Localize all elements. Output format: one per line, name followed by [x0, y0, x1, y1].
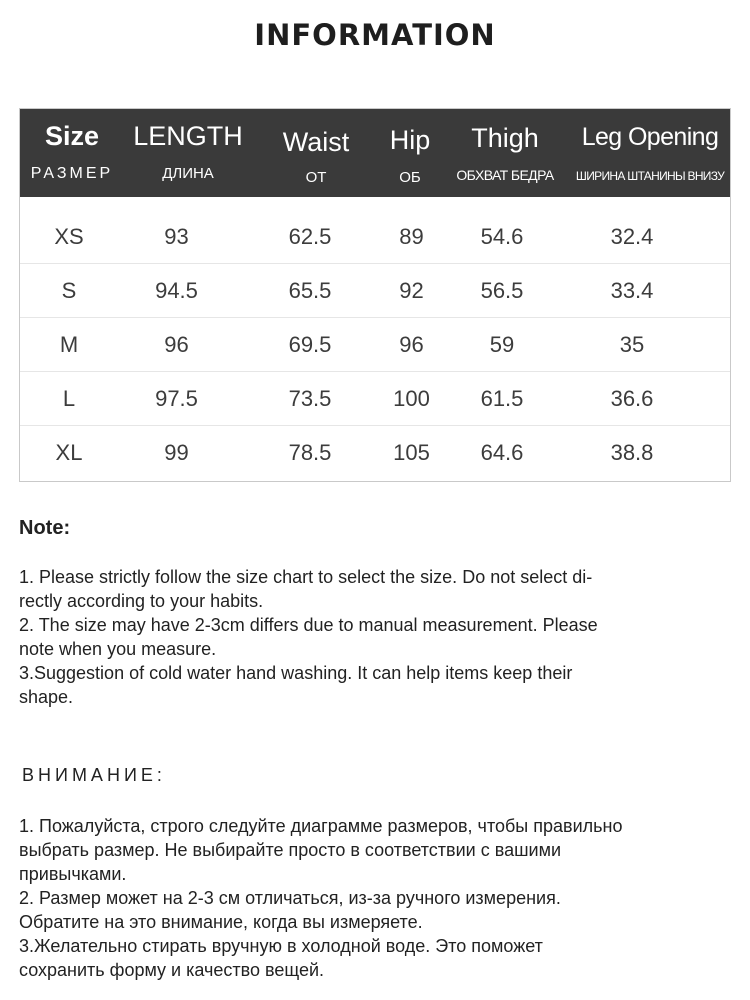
cell-waist: 62.5	[288, 224, 332, 249]
cell-length: 94.5	[155, 278, 198, 303]
header-length	[124, 109, 252, 197]
cell-leg-opening: 36.6	[610, 386, 654, 411]
cell-hip: 89	[399, 224, 424, 249]
table-row-xl	[20, 426, 730, 480]
cell-thigh: 59	[489, 332, 515, 357]
table-row-xs	[20, 210, 730, 264]
cell-leg-opening: 32.4	[610, 224, 654, 249]
header-waist-en: Waist	[282, 127, 350, 157]
note-line: rectly according to your habits.	[19, 591, 264, 611]
cell-length: 93	[164, 224, 189, 249]
header-thigh-ru: ОБХВАТ БЕДРА	[456, 167, 554, 183]
cell-hip: 105	[393, 440, 430, 465]
header-thigh-en: Thigh	[471, 123, 539, 153]
note-russian-body	[19, 814, 719, 982]
note-russian-heading: ВНИМАНИЕ:	[22, 765, 166, 785]
cell-waist: 73.5	[288, 386, 332, 411]
cell-hip: 96	[399, 332, 424, 357]
header-leg-opening-ru: ШИРИНА ШТАНИНЫ ВНИЗУ	[575, 169, 725, 183]
cell-length: 99	[164, 440, 189, 465]
header-size-ru: РАЗМЕР	[30, 165, 114, 182]
cell-waist: 78.5	[288, 440, 332, 465]
cell-hip: 92	[399, 278, 424, 303]
header-hip-en: Hip	[389, 125, 431, 155]
cell-waist: 69.5	[288, 332, 332, 357]
note-line: сохранить форму и качество вещей.	[19, 960, 325, 980]
header-size-en: Size	[44, 121, 100, 151]
cell-leg-opening: 33.4	[610, 278, 654, 303]
note-line: 3.Желательно стирать вручную в холодной воде. Это поможет	[19, 936, 543, 956]
header-leg-opening	[570, 109, 730, 197]
note-english-body	[19, 565, 719, 709]
note-line: 2. Размер может на 2-3 см отличаться, из-за ручного измерения.	[19, 888, 561, 908]
table-row-l	[20, 372, 730, 426]
note-line: 3.Suggestion of cold water hand washing. It can help items keep their	[19, 663, 573, 683]
cell-waist: 65.5	[288, 278, 332, 303]
cell-thigh: 61.5	[480, 386, 524, 411]
cell-thigh: 64.6	[480, 440, 524, 465]
table-row-s	[20, 264, 730, 318]
note-line: привычками.	[19, 864, 127, 884]
note-line: 1. Please strictly follow the size chart to select the size. Do not select di-	[19, 567, 593, 587]
header-size	[20, 109, 124, 197]
header-length-en: LENGTH	[133, 121, 243, 151]
cell-size: XL	[55, 440, 83, 465]
cell-thigh: 54.6	[480, 224, 524, 249]
table-row-m	[20, 318, 730, 372]
cell-size: L	[62, 386, 76, 411]
note-heading: Note:	[19, 517, 71, 539]
note-line: 2. The size may have 2-3cm differs due to manual measurement. Please	[19, 615, 598, 635]
header-thigh	[440, 109, 570, 197]
header-hip	[380, 109, 440, 197]
table-header	[20, 109, 730, 197]
header-leg-opening-en: Leg Opening	[581, 123, 719, 151]
header-length-ru: ДЛИНА	[162, 165, 214, 182]
cell-length: 97.5	[155, 386, 198, 411]
size-chart-table	[19, 108, 731, 482]
cell-thigh: 56.5	[480, 278, 524, 303]
cell-size: S	[61, 278, 77, 303]
header-waist	[252, 109, 380, 197]
note-line: note when you measure.	[19, 639, 217, 659]
cell-leg-opening: 35	[619, 332, 645, 357]
cell-size: M	[59, 332, 79, 357]
note-line: Обратите на это внимание, когда вы измеряете.	[19, 912, 423, 932]
header-waist-ru: ОТ	[305, 169, 327, 186]
note-english	[19, 516, 719, 540]
note-line: 1. Пожалуйста, строго следуйте диаграмме размеров, чтобы правильно	[19, 816, 623, 836]
cell-leg-opening: 38.8	[610, 440, 654, 465]
cell-length: 96	[164, 332, 189, 357]
note-line: shape.	[19, 687, 74, 707]
page-title: INFORMATION	[254, 18, 496, 52]
cell-hip: 100	[393, 386, 430, 411]
header-hip-ru: ОБ	[399, 169, 421, 186]
cell-size: XS	[54, 224, 84, 249]
note-line: выбрать размер. Не выбирайте просто в соответствии с вашими	[19, 840, 562, 860]
